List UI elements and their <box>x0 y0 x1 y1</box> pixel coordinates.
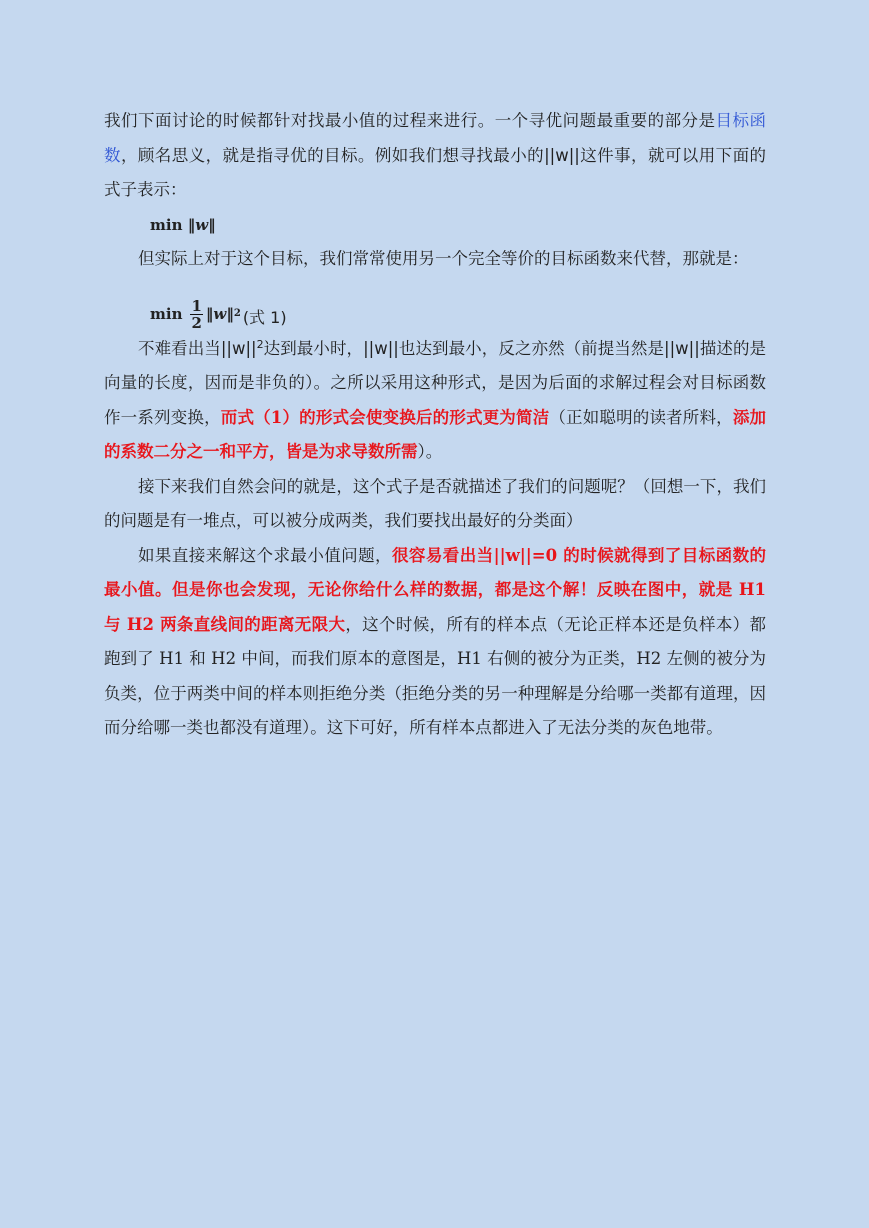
paragraph-4: 接下来我们自然会问的就是，这个式子是否就描述了我们的问题呢？（回想一下，我们的问题是有一堆点，可以被分成两类，我们要找出最好的分类面） <box>104 476 766 530</box>
formula-min-norm <box>104 208 766 243</box>
fraction <box>190 298 202 331</box>
formula-2-min: min <box>150 305 183 323</box>
paragraph-3 <box>104 332 766 470</box>
norm-w-inline: ||w|| <box>544 145 580 165</box>
paragraph-1 <box>104 104 766 208</box>
norm-w-inline-2: ||w|| <box>363 338 399 358</box>
paragraph-5-text-b: ，这个时候，所有的样本点（无论正样本还是负样本）都跑到了 H1 和 H2 中间，而我们原本的意图是，H1 右侧的被分为正类，H2 左侧的被分为负类，位于两类中间的样本则拒绝分类（拒绝分类的另一种理解是分给哪一类都有道理，因而分给哪一类也都没有道理）。这下可好，所有样本点都进入了无法分类的灰色地带。 <box>104 614 766 737</box>
paragraph-1-text-c: 这件事，就可以用下面的式子表示： <box>104 145 767 199</box>
highlight-coefficient-note: 添加的系数二分之一和平方，皆是为求导数所需 <box>104 407 767 461</box>
fraction-numerator: 1 <box>191 296 202 315</box>
paragraph-3-text-e: （正如聪明的读者所料， <box>549 407 733 427</box>
highlight-zero-solution: 很容易看出当||w||=0 的时候就得到了目标函数的最小值。但是你也会发现，无论你给什么样的数据，都是这个解！反映在图中，就是 H1 与 H2 两条直线间的距离无限大 <box>104 545 767 634</box>
objective-function-link[interactable]: 目标函数 <box>104 111 767 165</box>
formula-w: w <box>195 215 209 234</box>
paragraph-1-text-b: ，顾名思义，就是指寻优的目标。例如我们想寻找最小的 <box>120 145 545 165</box>
norm-w-inline-3: ||w|| <box>664 338 700 358</box>
paragraph-2: 但实际上对于这个目标，我们常常使用另一个完全等价的目标函数来代替，那就是： <box>138 249 749 268</box>
formula-half-norm-squared <box>104 277 766 332</box>
paragraph-5 <box>104 539 766 746</box>
formula-2-w: w <box>213 305 227 323</box>
formula-min: min <box>150 215 183 234</box>
formula-2-norm-close: ‖ <box>226 305 234 323</box>
formula-2-math: min $\frac{1}{2}$ ‖ w ‖ 2 <box>150 296 241 332</box>
paragraph-3-text-a: 不难看出当 <box>138 338 221 358</box>
paragraph-3-text-c: 也达到最小，反之亦然（前提当然是 <box>398 338 665 358</box>
paragraph-5-text-a: 如果直接来解这个求最小值问题， <box>138 545 392 565</box>
formula-norm-open: ‖ <box>187 215 196 234</box>
fraction-denominator: 2 <box>191 313 202 332</box>
formula-norm-close: ‖ <box>208 215 216 234</box>
formula-2-norm-open: ‖ <box>205 305 214 323</box>
paragraph-3-text-f: ）。 <box>417 442 443 461</box>
paragraph-3-text-d: 描述的是向量的长度，因而是非负的）。之所以采用这种形式，是因为后面的求解过程会对目标函数作一系列变换， <box>104 338 767 427</box>
highlight-concise-form: 而式（1）的形式会使变换后的形式更为简洁 <box>220 407 550 427</box>
superscript-2: 2 <box>256 337 264 351</box>
equation-label: (式 1) <box>242 308 287 327</box>
paragraph-3-text-b: 达到最小时， <box>263 338 364 358</box>
norm-w-inline-1: ||w|| <box>220 338 257 358</box>
document-body <box>104 104 766 746</box>
paragraph-1-text-a: 我们下面讨论的时候都针对找最小值的过程来进行。一个寻优问题最重要的部分是 <box>104 111 716 130</box>
